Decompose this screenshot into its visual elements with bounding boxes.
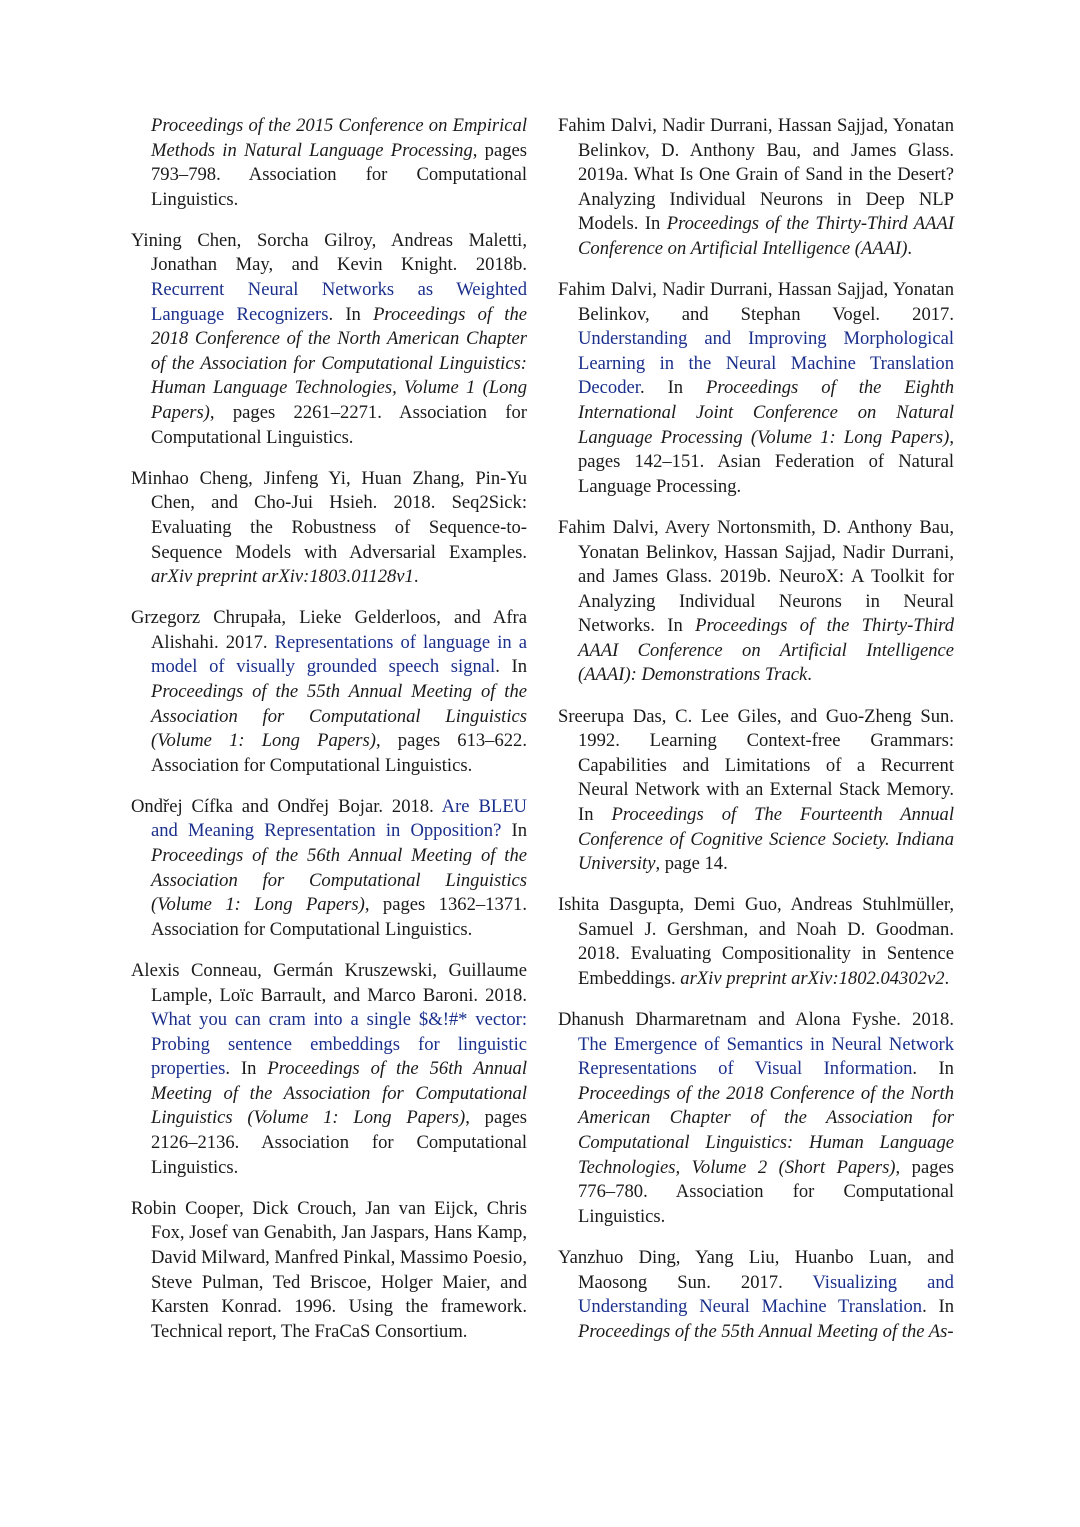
- references-left-column: [131, 114, 527, 1361]
- reference-entry: [131, 959, 527, 1180]
- reference-venue: Proceedings of the 2015 Conference on Empirical Methods in Natural Language Processing: [151, 115, 527, 161]
- reference-venue: arXiv preprint arXiv:1803.01128v1: [151, 566, 414, 588]
- reference-text: Sreerupa Das, C. Lee Giles, and Guo-Zheng Sun. 1992. Learning Context-free Grammars: Capabilities and Limitations of a Recurrent Neural Network with an External Stack Memory. In: [558, 705, 954, 825]
- reference-text: , pages 613–622. Association for Computational Linguistics.: [151, 730, 527, 776]
- reference-text: , pages 2261–2271. Association for Computational Linguistics.: [151, 402, 527, 448]
- reference-text: Dhanush Dharmaretnam and Alona Fyshe. 2018.: [558, 1009, 954, 1031]
- reference-text: Ondřej Cífka and Ondřej Bojar. 2018.: [131, 795, 442, 817]
- reference-text: , pages 1362–1371. Association for Computational Linguistics.: [151, 894, 527, 940]
- reference-venue: Proceedings of the Eighth International Joint Conference on Natural Language Processing (Volume 1: Long Papers): [578, 377, 954, 448]
- reference-entry: [558, 1246, 954, 1344]
- reference-text: .: [413, 566, 419, 588]
- reference-text: Yining Chen, Sorcha Gilroy, Andreas Maletti, Jonathan May, and Kevin Knight. 2018b.: [131, 229, 527, 276]
- reference-entry: [558, 114, 954, 262]
- reference-venue: Proceedings of the 2018 Conference of the North American Chapter of the Association for Computational Linguistics: Human Language Technologies, Volume 2 (Short Papers): [578, 1082, 954, 1178]
- reference-entry: [558, 893, 954, 991]
- reference-venue: Proceedings of the 56th Annual Meeting of the Association for Computational Linguistics (Volume 1: Long Papers): [151, 845, 527, 916]
- reference-title-link[interactable]: The Emergence of Semantics in Neural Network Representations of Visual Information: [578, 1033, 954, 1080]
- reference-venue: Proceedings of the 56th Annual Meeting of the Association for Computational Linguistics (Volume 1: Long Papers): [151, 1058, 527, 1129]
- reference-text: . In: [639, 377, 707, 399]
- reference-text: .: [907, 237, 913, 259]
- reference-text: Yanzhuo Ding, Yang Liu, Huanbo Luan, and Maosong Sun. 2017.: [558, 1246, 954, 1293]
- reference-entry: [558, 516, 954, 688]
- reference-venue: Proceedings of the 55th Annual Meeting of the As-: [578, 1320, 954, 1342]
- reference-text: Grzegorz Chrupała, Lieke Gelderloos, and Afra Alishahi. 2017.: [131, 607, 527, 653]
- reference-venue: Proceedings of the 2018 Conference of the North American Chapter of the Association for Computational Linguistics: Human Language Technologies, Volume 1 (Long Papers): [151, 303, 527, 424]
- reference-text: Fahim Dalvi, Avery Nortonsmith, D. Anthony Bau, Yonatan Belinkov, Hassan Sajjad, Nadir Durrani, and James Glass. 2019b. NeuroX: A Toolkit for Analyzing Individual Neurons in Neural Networks. In: [558, 516, 954, 637]
- reference-text: Fahim Dalvi, Nadir Durrani, Hassan Sajjad, Yonatan Belinkov, D. Anthony Bau, and James Glass. 2019a. What Is One Grain of Sand in the Desert? Analyzing Individual Neurons in Deep NLP Models. In: [558, 115, 954, 235]
- reference-text: . In: [495, 656, 528, 678]
- reference-text: , pages 776–780. Association for Computational Linguistics.: [578, 1156, 954, 1227]
- reference-text: Robin Cooper, Dick Crouch, Jan van Eijck, Chris Fox, Josef van Genabith, Jan Jaspars, Hans Kamp, David Milward, Manfred Pinkal, Massimo Poesio, Steve Pulman, Ted Briscoe, Holger Maier, and Karsten Konrad. 1996. Using the framework. Technical report, The FraCaS Consortium.: [131, 1197, 527, 1342]
- reference-text: .: [807, 664, 812, 686]
- reference-entry: [131, 467, 527, 590]
- reference-text: . In: [328, 303, 374, 325]
- references-right-column: [558, 114, 954, 1361]
- reference-title-link[interactable]: Visualizing and Understanding Neural Machine Translation: [578, 1271, 954, 1318]
- reference-entry: [131, 114, 527, 212]
- reference-title-link[interactable]: Understanding and Improving Morphological Learning in the Neural Machine Translation Decoder: [578, 328, 954, 399]
- reference-entry: [131, 606, 527, 778]
- reference-text: , pages 142–151. Asian Federation of Natural Language Processing.: [578, 426, 954, 497]
- reference-entry: [558, 705, 954, 877]
- reference-text: Ishita Dasgupta, Demi Guo, Andreas Stuhlmüller, Samuel J. Gershman, and Noah D. Goodman. 2018. Evaluating Compositionality in Sentence Embeddings.: [558, 894, 954, 989]
- reference-entry: [131, 795, 527, 943]
- reference-title-link[interactable]: What you can cram into a single $&!#* vector: Probing sentence embeddings for linguistic properties: [151, 1009, 527, 1080]
- reference-venue: arXiv preprint arXiv:1802.04302v2: [680, 968, 945, 989]
- reference-text: , pages 2126–2136. Association for Computational Linguistics.: [151, 1107, 527, 1178]
- reference-text: , pages 793–798. Association for Computational Linguistics.: [151, 139, 528, 210]
- reference-title-link[interactable]: Are BLEU and Meaning Representation in Opposition?: [151, 795, 527, 842]
- reference-venue: Proceedings of the Thirty-Third AAAI Conference on Artificial Intelligence (AAAI): [578, 213, 955, 259]
- reference-text: Minhao Cheng, Jinfeng Yi, Huan Zhang, Pin-Yu Chen, and Cho-Jui Hsieh. 2018. Seq2Sick: Evaluating the Robustness of Sequence-to-Sequence Models with Adversarial Examples.: [131, 467, 527, 563]
- reference-text: Alexis Conneau, Germán Kruszewski, Guillaume Lample, Loïc Barrault, and Marco Baroni. 2018.: [131, 959, 527, 1006]
- reference-entry: [558, 1008, 954, 1229]
- reference-entry: [131, 229, 527, 450]
- reference-venue: Proceedings of The Fourteenth Annual Conference of Cognitive Science Society. Indiana University: [578, 803, 954, 875]
- reference-text: . In: [912, 1058, 954, 1080]
- reference-text: Fahim Dalvi, Nadir Durrani, Hassan Sajjad, Yonatan Belinkov, and Stephan Vogel. 2017.: [558, 279, 954, 325]
- reference-title-link[interactable]: Recurrent Neural Networks as Weighted Language Recognizers: [151, 279, 527, 325]
- reference-text: . In: [922, 1296, 954, 1318]
- reference-venue: Proceedings of the 55th Annual Meeting of the Association for Computational Linguistics (Volume 1: Long Papers): [151, 680, 527, 752]
- reference-text: In: [501, 820, 527, 842]
- reference-text: . In: [225, 1058, 268, 1080]
- reference-entry: [131, 1197, 527, 1345]
- reference-title-link[interactable]: Representations of language in a model of visually grounded speech signal: [151, 631, 527, 678]
- reference-text: .: [944, 968, 950, 989]
- reference-venue: Proceedings of the Thirty-Third AAAI Conference on Artificial Intelligence (AAAI): Demonstrations Track: [578, 615, 954, 686]
- reference-entry: [558, 278, 954, 499]
- reference-text: , page 14.: [655, 853, 728, 875]
